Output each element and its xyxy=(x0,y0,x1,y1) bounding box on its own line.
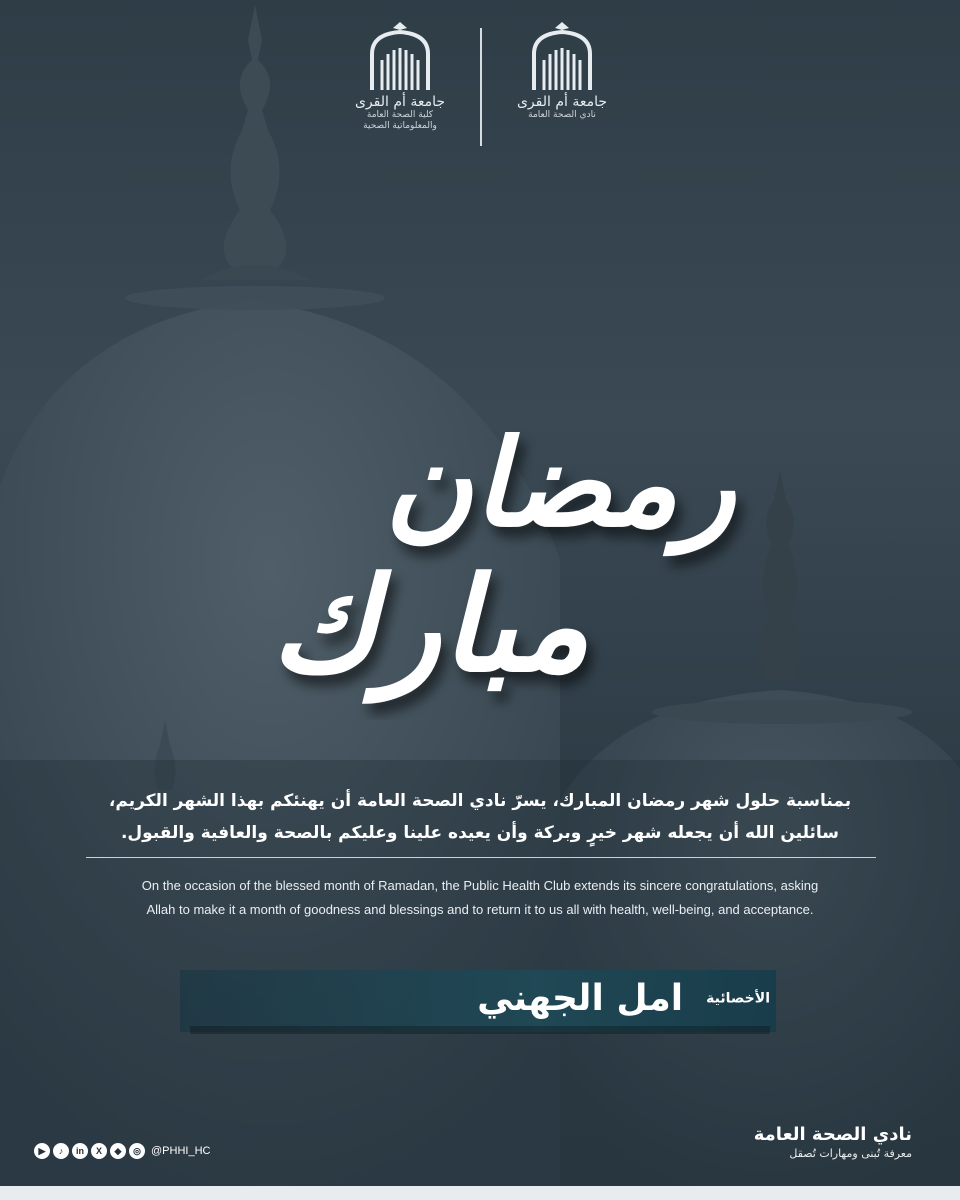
tiktok-icon[interactable]: ♪ xyxy=(53,1143,69,1159)
divider-line xyxy=(86,857,876,858)
english-message-line-1: On the occasion of the blessed month of Ramadan, the Public Health Club extends its sincere congratulations, asking xyxy=(141,878,819,893)
youtube-icon[interactable]: ▶ xyxy=(34,1143,50,1159)
arabic-message-line-2: سائلين الله أن يجعله شهر خيرٍ وبركة وأن يعيده علينا وعليكم بالصحة والعافية والقبول. xyxy=(120,823,840,843)
english-message-line-2: Allah to make it a month of goodness and blessings and to return it to us all with health, well-being, and acceptance. xyxy=(146,902,814,917)
recipient-title: الأخصائية xyxy=(706,990,770,1007)
club-slogan: معرفة تُبنى ومهارات تُصقل xyxy=(789,1147,912,1160)
social-links xyxy=(34,1142,210,1160)
university-emblem-icon xyxy=(529,20,595,92)
instagram-icon[interactable]: ◎ xyxy=(129,1143,145,1159)
club-logo-title: جامعة أم القرى xyxy=(516,94,608,110)
arabic-message-line-1: بمناسبة حلول شهر رمضان المبارك، يسرّ نادي الصحة العامة أن يهنئكم بهذا الشهر الكريم، xyxy=(108,791,852,811)
college-logo xyxy=(320,20,480,132)
recipient-name: امل الجهني xyxy=(477,978,684,1019)
club-signature xyxy=(754,1124,912,1161)
logo-header xyxy=(0,20,960,160)
bottom-strip xyxy=(0,1186,960,1200)
social-handle[interactable]: @PHHI_HC xyxy=(151,1145,211,1157)
linkedin-icon[interactable]: in xyxy=(72,1143,88,1159)
headline-line-1: رمضان xyxy=(384,413,736,554)
club-logo xyxy=(482,20,642,121)
recipient xyxy=(477,978,770,1019)
club-logo-subtitle: نادي الصحة العامة xyxy=(528,110,596,120)
ramadan-mubarak-calligraphy xyxy=(160,390,800,720)
snapchat-icon[interactable]: ◆ xyxy=(110,1143,126,1159)
x-icon[interactable]: X xyxy=(91,1143,107,1159)
college-logo-title: جامعة أم القرى xyxy=(354,94,446,110)
college-logo-subtitle-2: والمعلوماتية الصحية xyxy=(363,121,437,131)
university-emblem-icon xyxy=(367,20,433,92)
recipient-banner-shadow xyxy=(190,1026,770,1034)
club-name: نادي الصحة العامة xyxy=(753,1124,912,1145)
headline-line-2: مبارك xyxy=(270,548,590,701)
college-logo-subtitle: كلية الصحة العامة xyxy=(366,110,434,120)
